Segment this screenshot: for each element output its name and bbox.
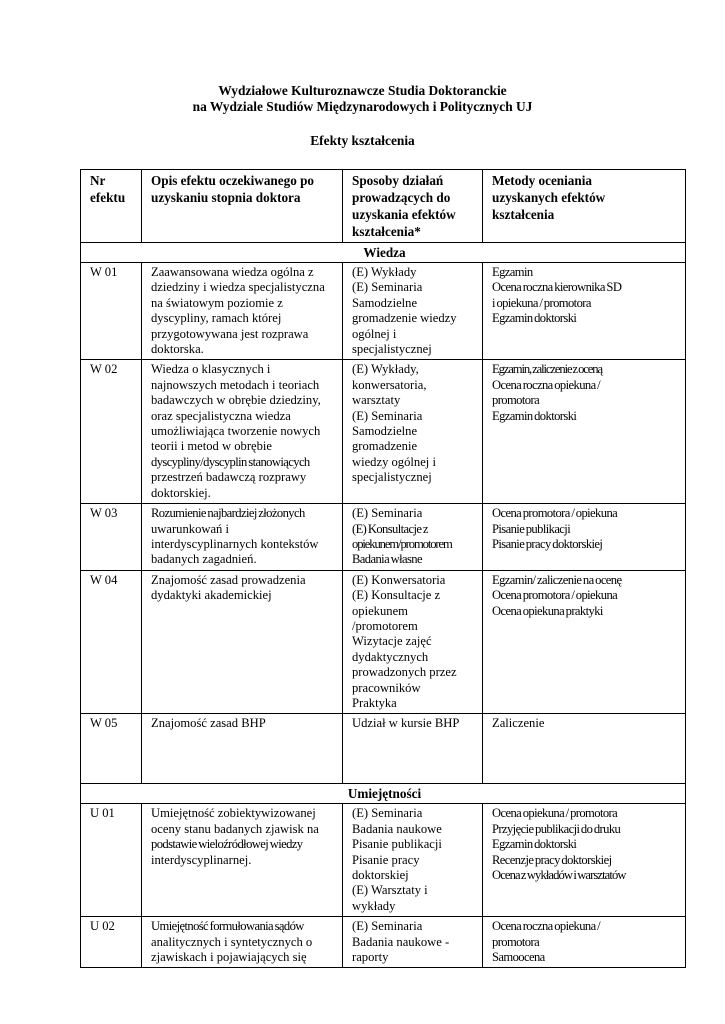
cell-line: przygotowywana jest rozprawa [151, 326, 309, 341]
cell-line: opiekunem/promotorem [352, 536, 452, 551]
outcome-id: U 02 [81, 917, 142, 968]
cell-line: Egzamin doktorski [492, 837, 577, 852]
cell-line: Badania własne [352, 552, 422, 567]
cell-line: Ocena roczna kierownika SD [492, 280, 622, 295]
cell-line: dyscypliny, ramach której [151, 311, 282, 326]
cell-line: specjalistycznej [352, 470, 432, 485]
header-methods [343, 170, 483, 243]
outcome-description [142, 570, 343, 714]
cell-line: opiekunem [352, 603, 408, 618]
cell-line: Pisanie publikacji [352, 837, 442, 852]
cell-line: Przyjęcie publikacji do druku [492, 821, 621, 836]
cell-line: (E) Konwersatoria [352, 572, 446, 587]
header-text: Opis efektu oczekiwanego po [151, 173, 315, 188]
cell-line: i opiekuna / promotora [492, 295, 591, 310]
cell-line: Ocena z wykładów i warsztatów [492, 868, 626, 882]
cell-line: Samodzielne [352, 295, 418, 310]
cell-line: promotora [492, 934, 540, 949]
cell-line: Pisanie pracy [352, 852, 420, 867]
outcome-id: W 01 [81, 263, 142, 360]
section-row-umiejetnosci [81, 784, 686, 804]
outcome-description [142, 263, 343, 360]
cell-line: gromadzenie [352, 439, 418, 454]
table-row [81, 570, 686, 714]
section-title: Wiedza [81, 243, 686, 263]
cell-line: badawczych w obrębie dziedziny, [151, 393, 321, 408]
outcome-assessment [483, 917, 686, 968]
cell-line: warsztaty [352, 393, 401, 408]
cell-line: teorii i metod w obrębie [151, 439, 273, 454]
outcome-description [142, 504, 343, 571]
cell-line: Egzamin doktorski [492, 408, 577, 423]
cell-line: badanych zagadnień. [151, 552, 257, 567]
header-text: uzyskania efektów [352, 207, 456, 222]
table-row [81, 504, 686, 571]
cell-line: konwersatoria, [352, 377, 427, 392]
cell-line: Ocena opiekuna praktyki [492, 603, 603, 618]
cell-line: Wiedza o klasycznych i [151, 362, 271, 377]
header-text: uzyskanych efektów [492, 190, 606, 205]
cell-line: zjawiskach i pojawiających się [151, 950, 307, 965]
header-nr [81, 170, 142, 243]
cell-line: przestrzeń badawczą rozprawy [151, 470, 307, 485]
cell-line: (E) Konsultacje z [352, 521, 428, 536]
header-text: efektu [90, 190, 126, 205]
cell-line: dyscypliny/dyscyplin stanowiących [151, 454, 310, 469]
cell-line: promotora [492, 393, 540, 408]
cell-line: Egzamin [492, 265, 533, 279]
cell-line: (E) Seminaria [352, 280, 423, 295]
table-header-row [81, 170, 686, 243]
cell-line: Zaawansowana wiedza ogólna z [151, 265, 314, 279]
cell-line: (E) Warsztaty i [352, 883, 428, 898]
outcome-assessment [483, 570, 686, 714]
cell-line: Recenzje pracy doktorskiej [492, 852, 612, 867]
outcome-id: W 05 [81, 714, 142, 784]
cell-line: (E) Konsultacje z [352, 588, 441, 603]
outcome-description [142, 714, 343, 784]
cell-line: pracowników [352, 680, 421, 695]
cell-line: Samodzielne [352, 424, 418, 439]
outcome-assessment [483, 360, 686, 504]
outcome-description [142, 917, 343, 968]
cell-line: oceny stanu badanych zjawisk na [151, 821, 319, 836]
cell-line: wykłady [352, 898, 396, 913]
outcome-methods [343, 714, 483, 784]
cell-line: Wizytacje zajęć [352, 634, 432, 649]
outcome-methods [343, 570, 483, 714]
doc-title-line-1: Wydziałowe Kulturoznawcze Studia Doktoranckie [218, 83, 507, 98]
table-row [81, 360, 686, 504]
doc-subtitle: Efekty kształcenia [310, 133, 415, 148]
cell-line: doktorskiej. [151, 485, 211, 500]
outcome-methods [343, 504, 483, 571]
outcome-methods [343, 917, 483, 968]
cell-line: Rozumienie najbardziej złożonych [151, 506, 305, 521]
cell-line: (E) Wykłady, [352, 362, 419, 377]
outcome-id: W 03 [81, 504, 142, 571]
table-row [81, 917, 686, 968]
cell-line: umożliwiająca tworzenie nowych [151, 424, 321, 439]
cell-line: Samoocena [492, 950, 545, 965]
cell-line: raporty [352, 950, 389, 965]
cell-line: Umiejętność formułowania sądów [151, 919, 304, 934]
outcome-id: U 01 [81, 804, 142, 917]
cell-line: Egzamin, zaliczenie z oceną [492, 362, 602, 377]
cell-line: gromadzenie wiedzy [352, 311, 457, 326]
cell-line: Znajomość zasad BHP [151, 716, 266, 731]
outcome-description [142, 360, 343, 504]
cell-line: Badania naukowe - [352, 934, 450, 949]
cell-line: interdyscyplinarnych kontekstów [151, 536, 319, 551]
cell-line: Zaliczenie [492, 716, 545, 731]
header-text: Sposoby działań [352, 173, 444, 188]
table-row [81, 263, 686, 360]
cell-line: prowadzonych przez [352, 665, 457, 680]
cell-line: (E) Seminaria [352, 806, 423, 821]
cell-line: Egzamin/ zaliczenie na ocenę [492, 572, 622, 587]
outcome-assessment [483, 263, 686, 360]
outcome-methods [343, 263, 483, 360]
cell-line: doktorskiej [352, 868, 409, 882]
outcome-description [142, 804, 343, 917]
cell-line: Ocena promotora / opiekuna [492, 588, 618, 603]
cell-line: (E) Wykłady [352, 265, 417, 279]
header-text: Metody oceniania [492, 173, 592, 188]
outcome-id: W 04 [81, 570, 142, 714]
cell-line: (E) Seminaria [352, 408, 423, 423]
table-row [81, 804, 686, 917]
cell-line: uwarunkowań i [151, 521, 229, 536]
cell-line: Badania naukowe [352, 821, 442, 836]
cell-line: oraz specjalistyczna wiedza [151, 408, 291, 423]
outcome-assessment [483, 504, 686, 571]
cell-line: analitycznych i syntetycznych o [151, 934, 313, 949]
cell-line: na światowym poziomie z [151, 295, 283, 310]
cell-line: ogólnej i [352, 326, 397, 341]
cell-line: Pisanie publikacji [492, 521, 571, 536]
cell-line: Znajomość zasad prowadzenia [151, 572, 306, 587]
cell-line: Udział w kursie BHP [352, 716, 460, 731]
cell-line: Ocena promotora / opiekuna [492, 506, 618, 521]
cell-line: podstawie wieloźródłowej wiedzy [151, 837, 303, 852]
cell-line: (E) Seminaria [352, 506, 423, 521]
cell-line: Ocena opiekuna / promotora [492, 806, 618, 821]
header-text: Nr [90, 173, 106, 188]
cell-line: Ocena roczna opiekuna / [492, 919, 601, 934]
cell-line: Umiejętność zobiektywizowanej [151, 806, 316, 821]
cell-line: dziedziny i wiedza specjalistyczna [151, 280, 325, 295]
learning-outcomes-table [80, 169, 686, 968]
cell-line: wiedzy ogólnej i [352, 454, 436, 469]
cell-line: doktorska. [151, 342, 204, 357]
outcome-id: W 02 [81, 360, 142, 504]
outcome-methods [343, 804, 483, 917]
cell-line: specjalistycznej [352, 342, 432, 357]
header-text: kształcenia [492, 207, 555, 222]
header-description [142, 170, 343, 243]
outcome-assessment [483, 714, 686, 784]
section-title: Umiejętności [81, 784, 686, 804]
cell-line: (E) Seminaria [352, 919, 423, 934]
cell-line: /promotorem [352, 618, 418, 633]
outcome-methods [343, 360, 483, 504]
header-text: uzyskaniu stopnia doktora [151, 190, 301, 205]
cell-line: interdyscyplinarnej. [151, 852, 252, 867]
header-text: prowadzących do [352, 190, 451, 205]
cell-line: Ocena roczna opiekuna / [492, 377, 601, 392]
outcome-assessment [483, 804, 686, 917]
doc-title-line-2: na Wydziale Studiów Międzynarodowych i Politycznych UJ [192, 99, 533, 114]
header-text: kształcenia* [352, 224, 421, 239]
header-assessment [483, 170, 686, 243]
cell-line: dydaktycznych [352, 649, 429, 664]
cell-line: Pisanie pracy doktorskiej [492, 536, 603, 551]
cell-line: dydaktyki akademickiej [151, 588, 272, 603]
section-row-wiedza [81, 243, 686, 263]
table-row [81, 714, 686, 784]
cell-line: Egzamin doktorski [492, 311, 577, 326]
cell-line: najnowszych metodach i teoriach [151, 377, 320, 392]
cell-line: Praktyka [352, 695, 397, 710]
